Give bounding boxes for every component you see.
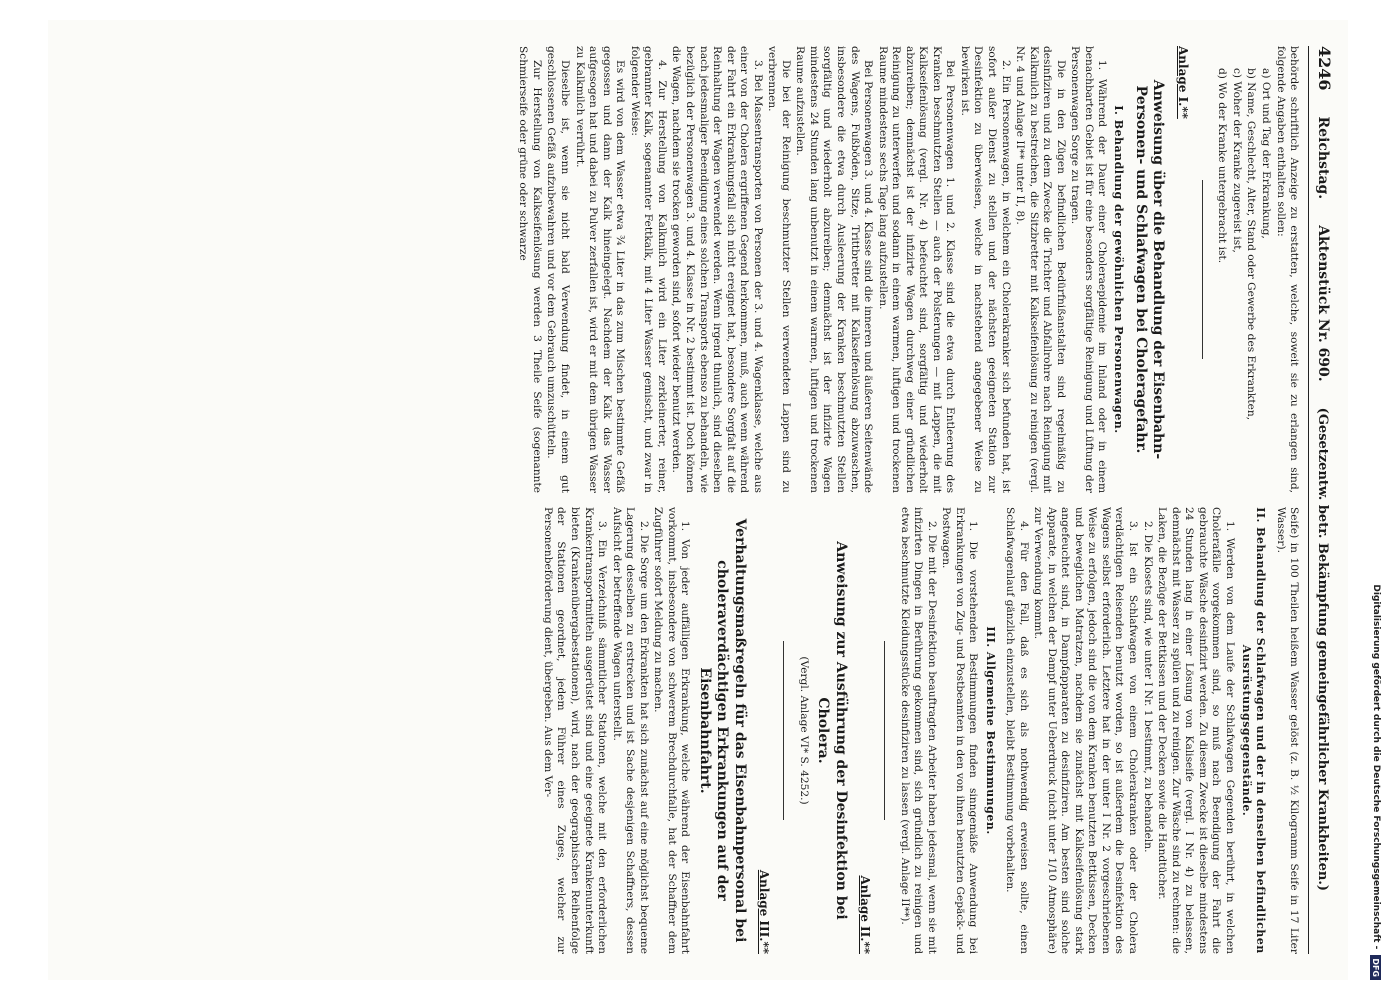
annex-label: Anlage I.**	[1175, 46, 1190, 119]
dfg-logo: DFG	[1371, 955, 1382, 980]
paragraph: Es wird von dem Wasser etwa ¾ Liter in das zum Mischen bestimmte Gefäß gegossen und dann der Kalk hineingelegt. Nachdem der Kalk das Wasser aufgesogen hat und dabei zu Pulver zerfallen ist, wird er mit dem übrigen Wasser zu Kalkmilch verrührt.	[573, 46, 627, 493]
paragraph: 4. Für den Fall, daß es sich als nothwendig erweisen sollte, einen Schlafwagenlauf gänzlich einzustellen, bleibt Bestimmung vorbehalten.	[1004, 507, 1030, 954]
paragraph: 2. Ein Personenwagen, in welchem ein Cholerakranker sich befunden hat, ist sofort außer Dienst zu stellen und der nächsten geeigneten Station zur Desinfektion zu überweisen, welche in nachstehend angegebener Weise zu bewirken ist.	[958, 46, 1012, 493]
paragraph: 3. Bei Massentransporten von Personen der 3. und 4. Wagenklasse, welche aus einer von der Cholera ergriffenen Gegend herkommen, muß, auch wenn während der Fahrt ein Erkrankungsfall sich nicht ereignet hat, besondere Sorgfalt auf die Reinhaltung der Wagen verwendet werden. Wenn irgend thunlich, sind dieselben nach jedesmaliger Beendigung eines solchen Transports ebenso zu behandeln, wie bezüglich der Personenwagen 3. und 4. Klasse in Nr. 2 bestimmt ist. Doch können die Wagen, nachdem sie trocken geworden sind, sofort wieder benutzt werden.	[670, 46, 764, 493]
paragraph: 2. Die mit der Desinfektion beauftragten Arbeiter haben jedesmal, wenn sie mit infizirten Dingen in Berührung gekommen sind, sich gründlich zu reinigen und etwa beschmutzte Kleidungsstücke desinfiziren zu lassen (vergl. Anlage II**).	[898, 507, 938, 954]
paragraph: 4. Zur Herstellung von Kalkmilch wird ein Liter zerkleinerter, reiner, gebrannter Kalk, sogenannter Fettkalk, mit 4 Liter Wasser gemischt, und zwar in folgender Weise:	[628, 46, 668, 493]
divider	[783, 641, 784, 820]
section-heading: Anweisung über die Behandlung der Eisenbahn-Personen- und Schlafwagen bei Choleragefahr.	[1132, 79, 1167, 460]
paragraph: 2. Die Sorge um den Erkrankten hat sich zunächst auf eine möglichst bequeme Lagerung desselben zu erstrecken und ist Sache desjenigen Schaffners, dessen Aufsicht der betreffende Wagen unterstellt.	[610, 507, 650, 954]
paragraph: 3. Ein Verzeichniß sämmtlicher Stationen, welche mit den erforderlichen Krankentransportmitteln ausgerüstet sind und eine geeignete Krankenunterkunft bieten (Krankenübergabestationen), wird, nach der geographischen Reihenfolge der Stationen geordnet, jedem Führer eines Zuges, welcher zur Personenbeförderung dient, übergeben. Aus dem Ver-	[541, 507, 609, 954]
running-head	[1308, 46, 1334, 954]
header-subtitle: (Gesetzentw. betr. Bekämpfung gemeingefährlicher Krankheiten.)	[1315, 407, 1330, 891]
paragraph: 1. Während der Dauer einer Choleraepidemie im Inland oder in einem benachbarten Gebiet ist für eine besonders sorgfältige Reinigung und Lüftung der Personenwagen Sorge zu tragen.	[1069, 46, 1109, 493]
header-title: Reichstag.	[1315, 116, 1331, 200]
paragraph: Die bei der Reinigung beschmutzter Stellen verwendeten Lappen sind zu verbrennen.	[766, 46, 792, 493]
subsection-heading: I. Behandlung der gewöhnlichen Personenwagen.	[1112, 105, 1126, 434]
annex-label: Anlage II.**	[858, 875, 873, 954]
subsection-heading: II. Behandlung der Schlafwagen und der in denselben befindlichen Ausrüstungsgegenstände.	[1239, 507, 1267, 954]
list-item: b) Name, Geschlecht, Alter, Stand oder Gewerbe des Erkrankten,	[1245, 68, 1258, 421]
page-number: 4246	[1315, 46, 1334, 91]
column-right	[65, 507, 1300, 954]
paragraph: behörde schriftlich Anzeige zu erstatten, welche, soweit sie zu erlangen sind, folgende Angaben enthalten sollen:	[1274, 46, 1301, 493]
paragraph: Bei Personenwagen 3. und 4. Klasse sind die inneren und äußeren Seitenwände des Wagens, Fußböden, Sitze, Trittbretter mit Kalkseifenlösung abzuwaschen, insbesondere die etwa durch Ausleerung der Kranken beschmutzten Stellen sorgfältig und wiederholt abzureiben; demnächst ist der infizirte Wagen mindestens 24 Stunden lang unbenutzt in einem warmen, luftigen und trockenen Raume aufzustellen.	[794, 46, 875, 493]
divider	[884, 641, 885, 820]
subsection-heading: III. Allgemeine Bestimmungen.	[983, 626, 997, 835]
list-item: a) Ort und Tag der Erkrankung,	[1260, 68, 1272, 239]
document-page	[48, 20, 1348, 980]
paragraph: Zur Herstellung von Kalkseifenlösung werden 3 Theile Seife (sogenannte Schmierseife oder grüne oder schwarze	[517, 46, 543, 493]
cross-reference: (Vergl. Anlage VI* S. 4252.)	[797, 656, 810, 805]
paragraph: Bei Personenwagen 1. und 2. Klasse sind die etwa durch Entleerung des Kranken beschmutzten Stellen — auch der Polsterungen — mit Lappen, die mit Kalkseifenlösung (vergl. Nr. 4) befeuchtet sind, sorgfältig und wiederholt abzureiben; demnächst ist der infizirte Wagen durchweg einer gründlichen Reinigung zu unterwerfen und sodann in einem warmen, luftigen und trockenen Raume mindestens sechs Tage lang aufzustellen.	[876, 46, 957, 493]
divider	[1202, 180, 1203, 359]
paragraph: 1. Die vorstehenden Bestimmungen finden sinngemäße Anwendung bei Erkrankungen von Zug- und Postbeamten in den von ihnen benutzten Gepäck- und Postwagen.	[940, 507, 980, 954]
paragraph: 1. Von jeder auffälligen Erkrankung, welche während der Eisenbahnfahrt vorkommt, insbesondere von schwerem Brechdurchfalle, hat der Schaffner dem Zugführer sofort Meldung zu machen.	[652, 507, 692, 954]
section-heading: Anweisung zur Ausführung der Desinfektion bei Cholera.	[815, 541, 849, 920]
header-document: Aktenstück Nr. 690.	[1315, 225, 1331, 382]
paragraph: 2. Die Klosets sind, wie unter I Nr. 1 bestimmt, zu behandeln.	[1141, 521, 1154, 853]
digitization-note	[1369, 20, 1383, 980]
paragraph: 3. Ist ein Schlafwagen von einem Cholerakranken oder der Cholera verdächtigen Reisenden benutzt worden, so ist außerdem die Desinfektion des Wagens selbst erforderlich. Letztere hat in der unter I Nr. 2 vorgeschriebenen Weise zu erfolgen, jedoch sind die von dem Kranken benutzten Bettkissen, Decken und beweglichen Matratzen, nachdem sie zunächst mit Kalkseifenlösung stark angefeuchtet sind, in Dampfapparaten zu desinfiziren. Am besten sind solche Apparate, in welchen der Dampf unter Ueberdruck (nicht unter 1/10 Atmosphäre) zur Verwendung kommt.	[1032, 507, 1140, 954]
list-item: d) Wo der Kranke untergebracht ist.	[1216, 68, 1229, 264]
paragraph: Die in den Zügen befindlichen Bedürfnißanstalten sind regelmäßig zu desinfiziren und zu dem Zwecke die Trichter und Abfallrohre nach Reinigung mit Kalkmilch zu bestreichen, die Sitzbretter mit Kalkseifenlösung zu reinigen (vergl. Nr. 4 und Anlage II** unter II, 8).	[1014, 46, 1067, 493]
column-left	[65, 46, 1300, 493]
paragraph: 1. Werden von dem Laufe der Schlafwagen Gegenden berührt, in welchen Cholerafälle vorgekommen sind, so muß nach Beendigung der Fahrt die gebrauchte Wäsche desinfizirt werden. Zu diesem Zwecke ist dieselbe mindestens 24 Stunden lang in einer Lösung von Kaliseife (vergl. I Nr. 4) zu belassen, demnächst mit Wasser zu spülen und zu reinigen. Zur Wäsche sind zu rechnen: die Laken, die Bezüge der Bettkissen und der Decken sowie die Handtücher.	[1156, 507, 1236, 954]
paragraph: Seife) in 100 Theilen heißem Wasser gelöst (z. B. ½ Kilogramm Seife in 17 Liter Wasser).	[1274, 507, 1301, 954]
paragraph: Dieselbe ist, wenn sie nicht bald Verwendung findet, in einem gut geschlossenen Gefäß aufzubewahren und vor dem Gebrauch umzuschütteln.	[545, 46, 572, 493]
section-heading: Verhaltungsmaßregeln für das Eisenbahnpersonal bei choleraverdächtigen Erkrankungen auf der Eisenbahnfahrt.	[696, 518, 748, 943]
text-columns	[65, 46, 1300, 954]
digitization-text: Digitalisierung gefördert durch die Deutsche Forschungsgemeinschaft -	[1371, 584, 1381, 950]
annex-label: Anlage III.**	[757, 869, 772, 954]
list-item: c) Woher der Kranke zugereist ist,	[1230, 68, 1243, 253]
